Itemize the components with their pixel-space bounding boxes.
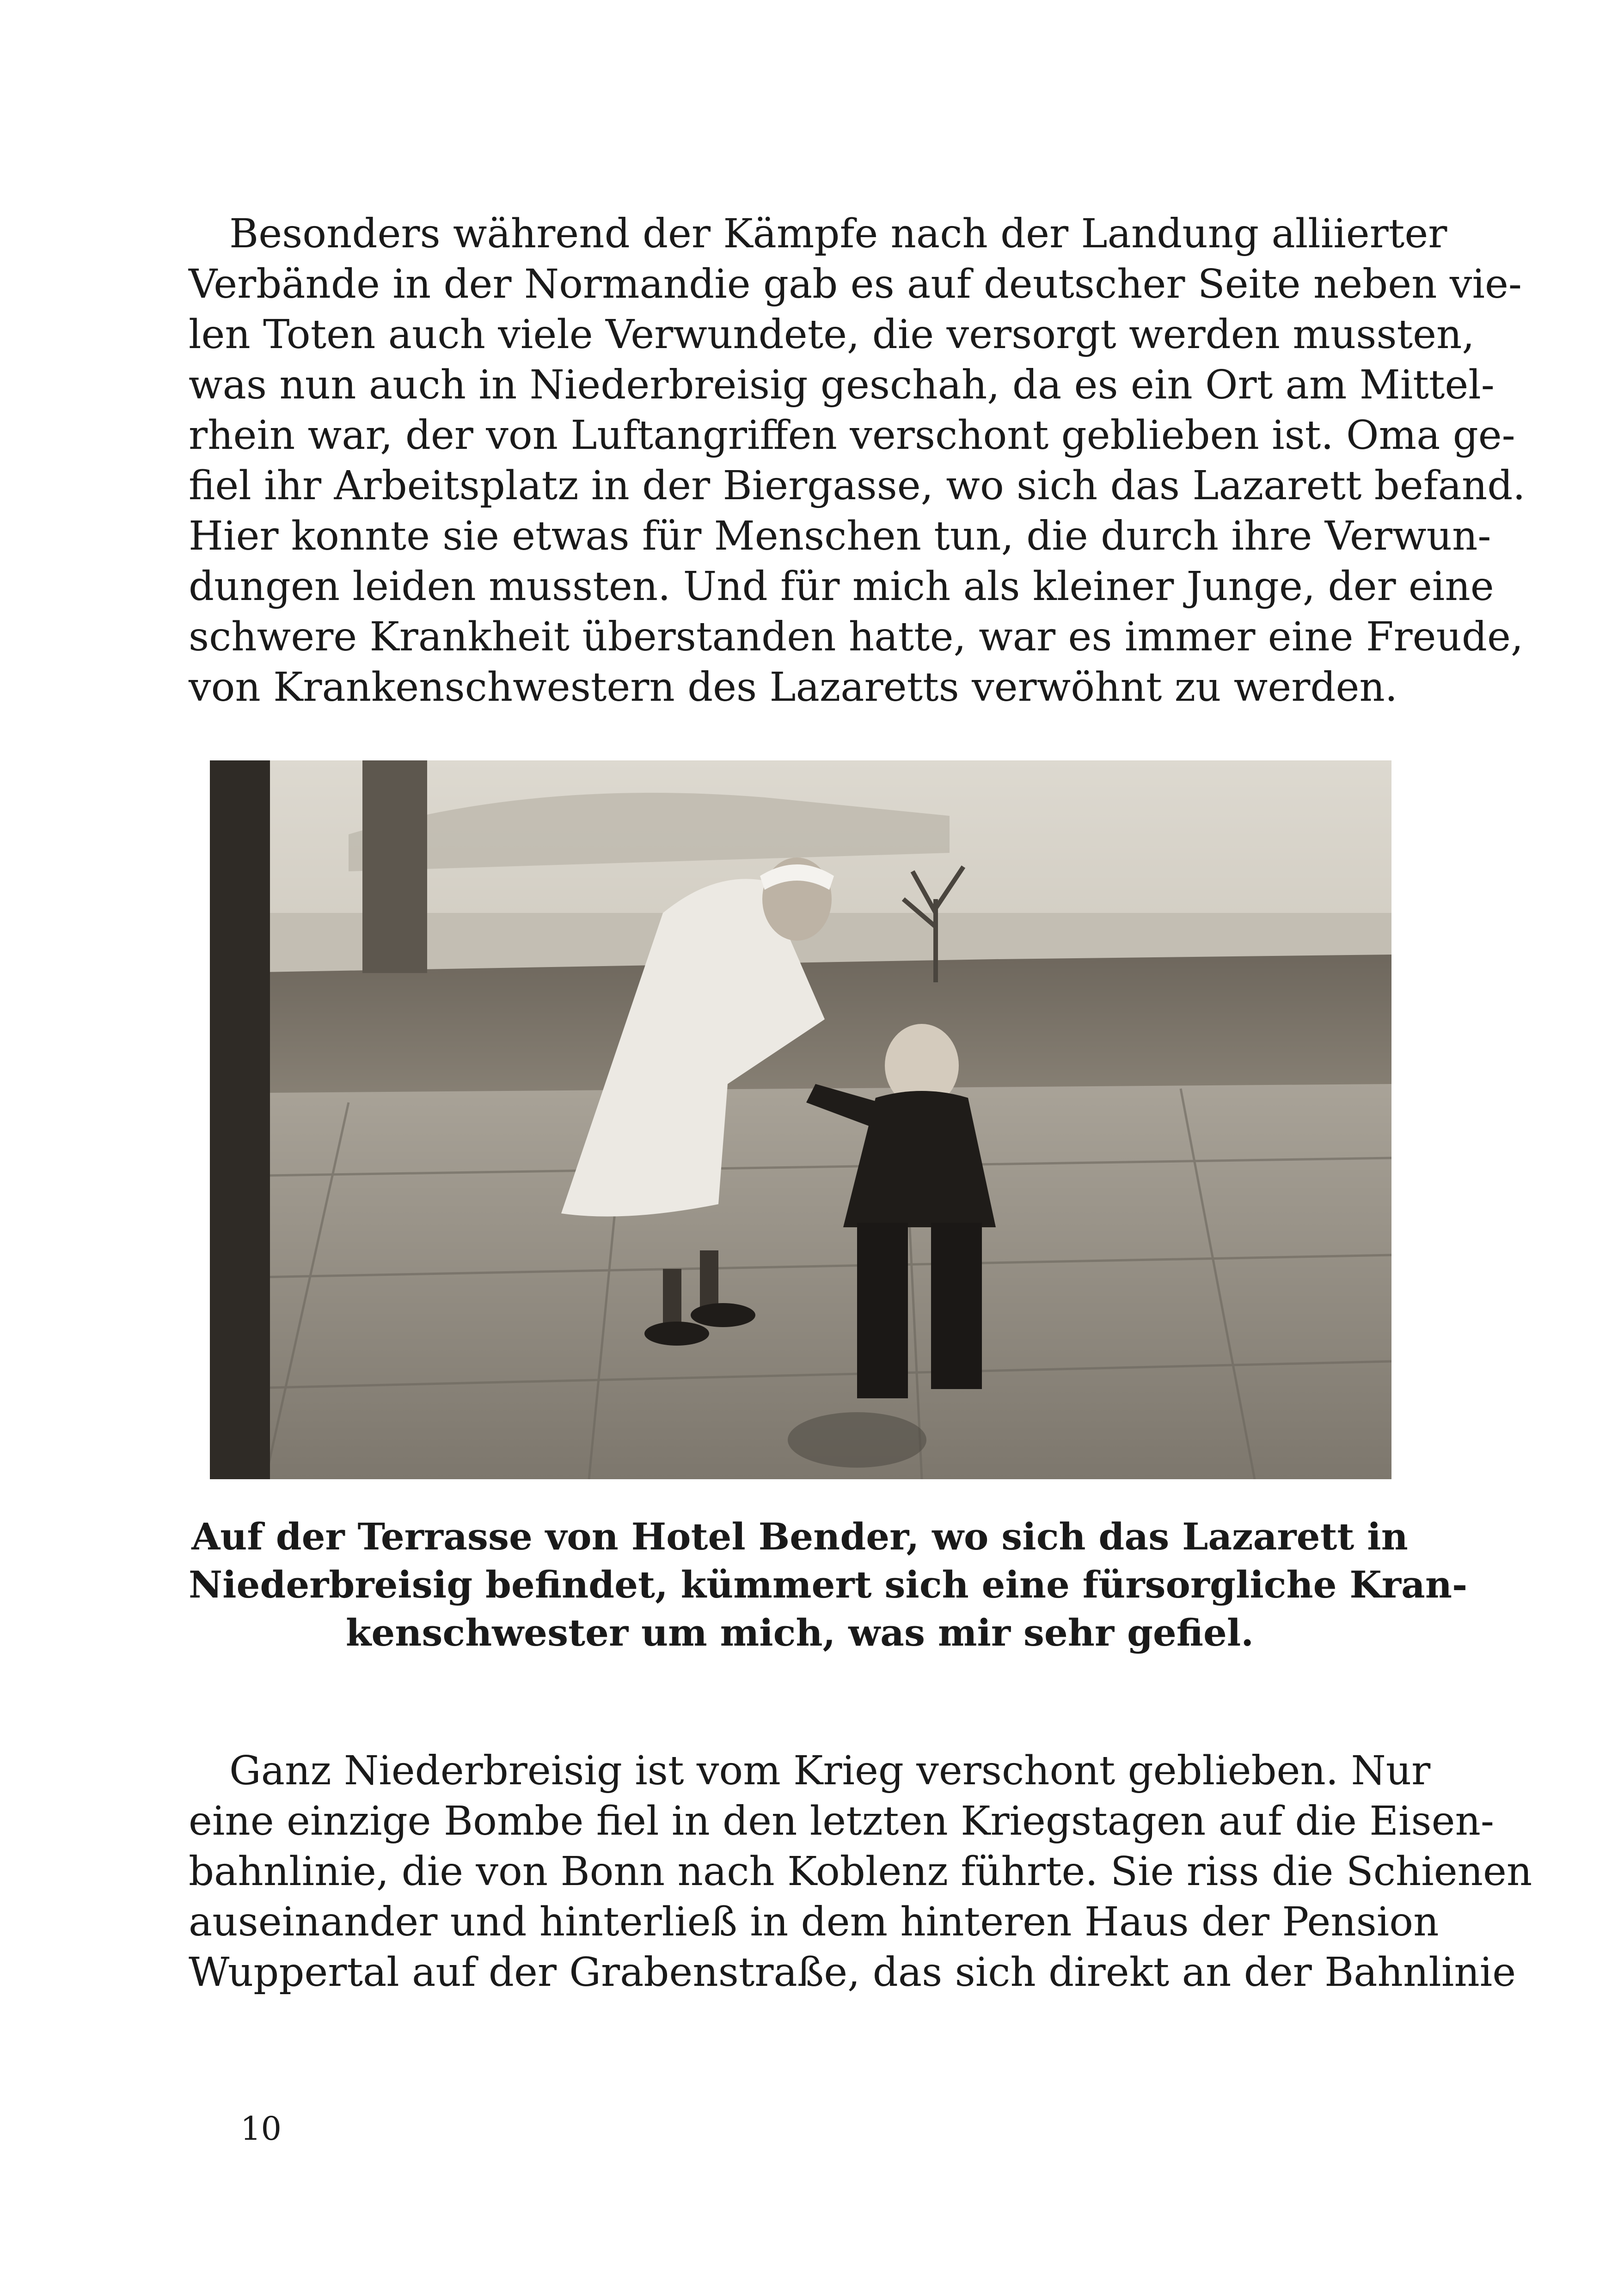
terrace-floor [210,1084,1391,1479]
photo-caption [189,1512,1468,1657]
text-line: Verbände in der Normandie gab es auf deutscher Seite neben vie- [189,261,1522,307]
text-line: eine einzige Bombe fiel in den letzten Kriegstagen auf die Eisen- [189,1798,1494,1844]
text-line: dungen leiden mussten. Und für mich als kleiner Junge, der eine [189,563,1494,610]
text-line: von Krankenschwestern des Lazaretts verwöhnt zu werden. [189,664,1398,710]
text-line: was nun auch in Niederbreisig geschah, da es ein Ort am Mittel- [189,362,1495,408]
text-line: Ganz Niederbreisig ist vom Krieg verschont geblieben. Nur [229,1748,1431,1794]
text-line: Wuppertal auf der Grabenstraße, das sich direkt an der Bahnlinie [189,1949,1516,1996]
historical-photo [210,760,1391,1479]
caption-line: Niederbreisig befindet, kümmert sich eine fürsorgliche Kran- [189,1563,1468,1606]
photographer-shadow [788,1412,926,1468]
text-line: schwere Krankheit überstanden hatte, war es immer eine Freude, [189,614,1524,660]
caption-line: kenschwester um mich, was mir sehr gefiel. [345,1611,1254,1654]
photo-illustration [210,760,1391,1479]
text-line: Besonders während der Kämpfe nach der Landung alliierter [229,211,1447,257]
text-line: auseinander und hinterließ in dem hinteren Haus der Pension [189,1899,1439,1945]
left-pillar [210,760,270,1479]
text-line: len Toten auch viele Verwundete, die versorgt werden mussten, [189,312,1475,358]
body-paragraph-2 [189,1746,1532,1998]
text-line: bahnlinie, die von Bonn nach Koblenz führte. Sie riss die Schienen [189,1849,1532,1895]
text-line: Hier konnte sie etwas für Menschen tun, die durch ihre Verwun- [189,513,1491,559]
text-line: fiel ihr Arbeitsplatz in der Biergasse, wo sich das Lazarett befand. [189,463,1526,509]
body-paragraph-1 [189,209,1526,713]
column [362,760,427,973]
caption-line: Auf der Terrasse von Hotel Bender, wo sich das Lazarett in [191,1515,1408,1558]
page-number: 10 [240,2110,282,2148]
text-line: rhein war, der von Luftangriffen verschont geblieben ist. Oma ge- [189,412,1515,459]
